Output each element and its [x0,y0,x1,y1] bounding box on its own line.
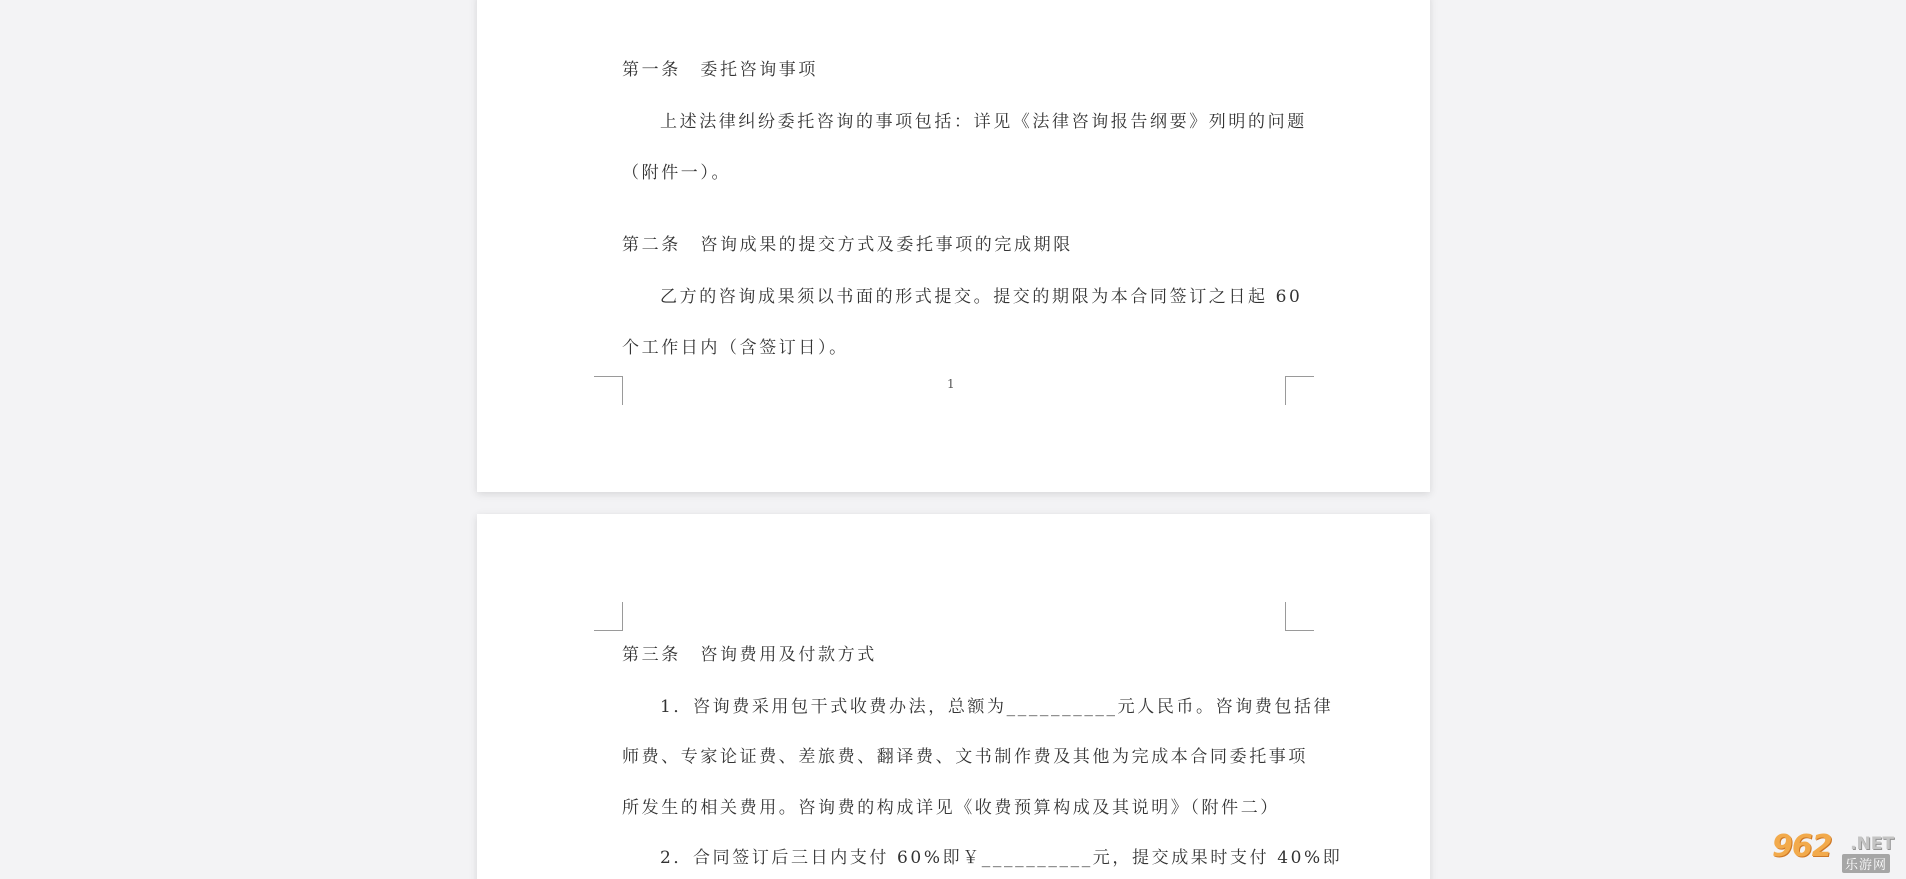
watermark-logo-subtitle: 乐游网 [1842,854,1890,873]
article-2-heading: 第二条 咨询成果的提交方式及委托事项的完成期限 [622,235,1073,255]
watermark-logo-number: 962 [1772,829,1832,864]
article-3-item-1-line-2: 师费、专家论证费、差旅费、翻译费、文书制作费及其他为完成本合同委托事项 [622,747,1308,767]
article-3-item-1-line-1: 1．咨询费采用包干式收费办法，总额为__________元人民币。咨询费包括律 [660,697,1334,717]
article-1-paragraph-line-1: 上述法律纠纷委托咨询的事项包括：详见《法律咨询报告纲要》列明的问题 [660,112,1307,132]
article-1-heading: 第一条 委托咨询事项 [622,60,818,80]
article-1-paragraph-line-2: （附件一）。 [622,163,732,183]
crop-mark-top-left [594,602,623,631]
article-3-item-2-line-1: 2．合同签订后三日内支付 60%即￥__________元，提交成果时支付 40%即 [660,848,1343,868]
page-number: 1 [947,377,955,391]
article-2-paragraph-line-1: 乙方的咨询成果须以书面的形式提交。提交的期限为本合同签订之日起 60 [660,287,1303,307]
article-3-heading: 第三条 咨询费用及付款方式 [622,645,877,665]
document-page-1 [477,0,1430,492]
crop-mark-bottom-right [1285,376,1314,405]
document-page-2 [477,514,1430,879]
watermark-logo-suffix: .NET [1850,834,1894,854]
site-watermark-logo [1766,831,1894,873]
crop-mark-bottom-left [594,376,623,405]
crop-mark-top-right [1285,602,1314,631]
article-2-paragraph-line-2: 个工作日内（含签订日）。 [622,338,849,358]
article-3-item-1-line-3: 所发生的相关费用。咨询费的构成详见《收费预算构成及其说明》（附件二） [622,798,1280,818]
